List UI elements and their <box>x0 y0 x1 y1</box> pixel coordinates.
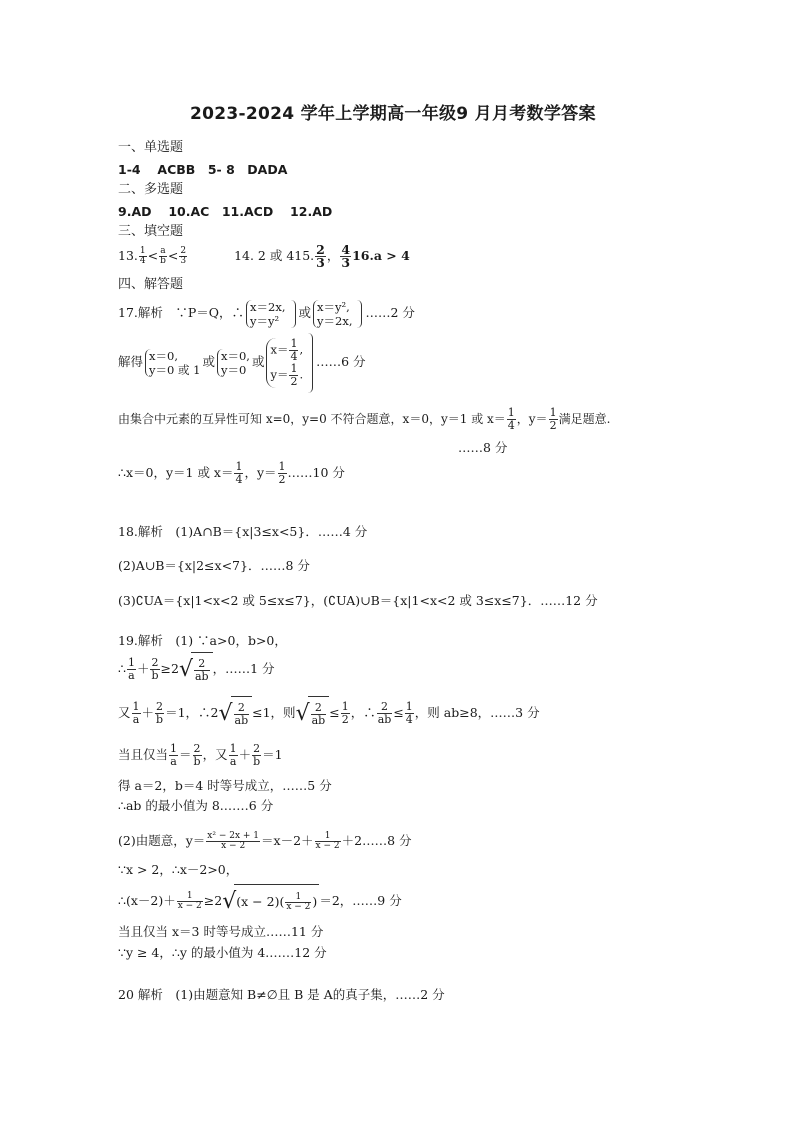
fill-blank-answers: 13. $\frac{1}{4}$ < $\frac{a}{b}$ < $\frac{2}{3}$ 14. 2 或 415. $\frac{2}{3}$ ， $\frac{4}{3}$ 16.a > 4 <box>118 242 410 270</box>
section-solutions: 四、解答题 <box>118 277 184 292</box>
equation-system: x＝y², y＝2x, <box>313 300 352 328</box>
q16-answer: 16.a > 4 <box>352 248 410 263</box>
q17-line-4: ∴x＝0，y＝1 或 x＝ $\frac{1}{4}$ ，y＝ $\frac{1}{2}$ ……10 分 <box>118 460 345 486</box>
section-multi-choice: 二、多选题 <box>118 182 184 197</box>
fraction: $\frac{1}{2}$ <box>341 700 349 726</box>
fraction: $\frac{2}{ab}$ <box>194 657 209 683</box>
fraction: $\frac{1}{4}$ <box>139 246 146 266</box>
fraction: $\frac{1}{4}$ <box>507 406 515 432</box>
fraction: $\frac{2}{ab}$ <box>377 700 392 726</box>
multi-choice-answers: 9.AD 10.AC 11.ACD 12.AD <box>118 204 333 219</box>
fraction: $\frac{2}{3}$ <box>180 246 187 266</box>
fraction: $\frac{2}{b}$ <box>193 742 201 768</box>
page-title: 2023-2024 学年上学期高一年级9 月月考数学答案 <box>190 104 596 124</box>
q14-answer: 14. 2 或 4 <box>234 248 295 263</box>
sqrt-icon: √ <box>178 656 193 682</box>
fraction: $\frac{1}{a}$ <box>127 656 135 682</box>
fraction: $\frac{4}{3}$ <box>341 242 351 270</box>
fraction: $\frac{2}{b}$ <box>151 656 159 682</box>
fraction: $\frac{1}{4}$ <box>235 460 243 486</box>
q19-line-4: 当且仅当 $\frac{1}{a}$ ＝ $\frac{2}{b}$ ，又 $\frac{1}{a}$ ＋ $\frac{2}{b}$ ＝1 <box>118 742 283 768</box>
q19-line-2: ∴ $\frac{1}{a}$ ＋ $\frac{2}{b}$ ≥2√ $\frac{2}{ab}$ ，……1 分 <box>118 652 275 687</box>
equation-system: x＝0, y＝0 或 1 <box>145 349 200 377</box>
single-choice-answers: 1-4 ACBB 5- 8 DADA <box>118 162 288 177</box>
q20-line-1: 20 解析 (1)由题意知 B≠∅且 B 是 A的真子集，……2 分 <box>118 987 445 1002</box>
q19-line-10: 当且仅当 x＝3 时等号成立……11 分 <box>118 924 324 939</box>
fraction: $\frac{2}{b}$ <box>156 700 164 726</box>
fraction: $\frac{1}{x - 2}$ <box>315 831 340 851</box>
q18-line-1: 18.解析 (1)A∩B＝{x|3≤x<5}．……4 分 <box>118 524 368 539</box>
sqrt-icon: √ <box>222 888 237 914</box>
sqrt-icon: √ <box>218 700 233 726</box>
fraction: $\frac{1}{4}$ <box>405 700 413 726</box>
q19-line-8: ∵x > 2，∴x－2>0， <box>118 862 239 877</box>
q19-line-5: 得 a＝2，b＝4 时等号成立，……5 分 <box>118 778 332 793</box>
fraction: $\frac{1}{a}$ <box>229 742 237 768</box>
q13-label: 13. <box>118 248 138 263</box>
q19-line-9: ∴(x－2)＋ $\frac{1}{x - 2}$ ≥2√(x − 2)( $\frac{1}{x - 2}$ ) ＝2，……9 分 <box>118 884 402 919</box>
equation-system: x＝0, y＝0 <box>217 349 250 377</box>
fraction: $\frac{1}{2}$ <box>278 460 286 486</box>
fraction: $\frac{1}{x - 2}$ <box>177 891 202 911</box>
separator: ， <box>326 248 340 263</box>
q17-score-8: ……8 分 <box>458 440 508 455</box>
fraction: $\frac{2}{ab}$ <box>234 701 249 727</box>
q18-line-3: (3)∁UA＝{x|1<x<2 或 5≤x≤7}，(∁UA)∪B＝{x|1<x<2 或 3≤x≤7}．……12 分 <box>118 593 598 608</box>
fraction: $\frac{1}{x - 2}$ <box>286 892 311 912</box>
q17-line-1: 17.解析 ∵P＝Q，∴ x＝2x, y＝y² 或 x＝y², y＝2x, ……2 分 <box>118 299 415 328</box>
q17-line-3: 由集合中元素的互异性可知 x=0，y=0 不符合题意，x＝0，y＝1 或 x＝ $\frac{1}{4}$ ，y＝ $\frac{1}{2}$ 满足题意. <box>118 406 611 432</box>
fraction: $\frac{1}{2}$ <box>290 361 298 388</box>
sqrt-icon: √ <box>295 700 310 726</box>
fraction: $\frac{1}{a}$ <box>132 700 140 726</box>
fraction: $\frac{\text{x² − 2x + 1}}{x - 2}$ <box>207 831 260 851</box>
fraction: $\frac{1}{4}$ <box>290 336 298 363</box>
q19-line-6: ∴ab 的最小值为 8.……6 分 <box>118 798 274 813</box>
section-fill-blank: 三、填空题 <box>118 224 184 239</box>
q19-line-1: 19.解析 (1) ∵a>0，b>0， <box>118 633 287 648</box>
q17-line-2: 解得 x＝0, y＝0 或 1 或 x＝0, y＝0 或 x＝ $\frac{1}{4}$ , y＝ $\frac{1}{2}$ . ……6 分 <box>118 330 366 394</box>
fraction: $\frac{1}{2}$ <box>549 406 557 432</box>
section-single-choice: 一、单选题 <box>118 140 184 155</box>
fraction: $\frac{2}{b}$ <box>253 742 261 768</box>
fraction: $\frac{1}{a}$ <box>170 742 178 768</box>
q15-label: 15. <box>294 248 315 263</box>
fraction: $\frac{2}{3}$ <box>316 242 325 270</box>
equation-system: x＝2x, y＝y² <box>246 300 285 328</box>
q19-line-11: ∵y ≥ 4，∴y 的最小值为 4.……12 分 <box>118 945 327 960</box>
fraction: $\frac{a}{b}$ <box>160 246 166 266</box>
equation-system: x＝ $\frac{1}{4}$ , y＝ $\frac{1}{2}$ . <box>266 338 303 388</box>
fraction: $\frac{2}{ab}$ <box>311 701 326 727</box>
q18-line-2: (2)A∪B＝{x|2≤x<7}．……8 分 <box>118 558 310 573</box>
q19-line-7: (2)由题意，y＝ $\frac{\text{x² − 2x + 1}}{x - 2}$ ＝x－2＋ $\frac{1}{x - 2}$ ＋2……8 分 <box>118 831 412 851</box>
q19-line-3: 又 $\frac{1}{a}$ ＋ $\frac{2}{b}$ ＝1，∴2√ $\frac{2}{ab}$ ≤1，则√ $\frac{2}{ab}$ ≤ $\frac{1}{2}$ ，∴ $\frac{2}{ab}$ ≤ $\frac{1}{4}$ ，则 ab≥8，……3 分 <box>118 696 540 731</box>
